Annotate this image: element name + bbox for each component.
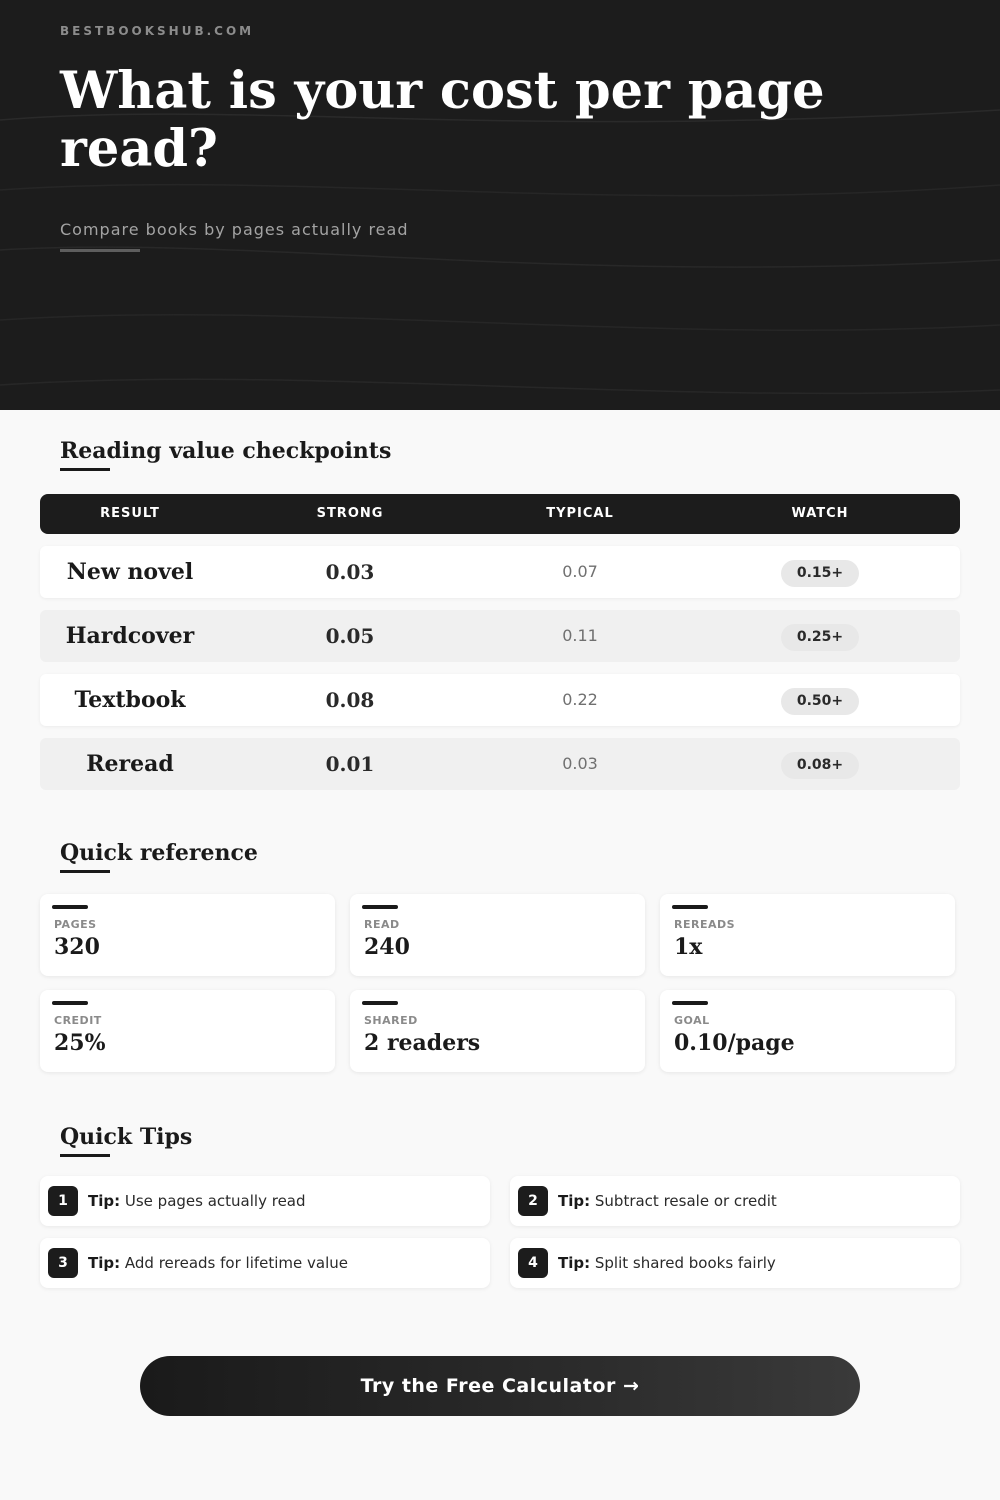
row-strong-value: 0.01 (325, 752, 375, 776)
tip-number-badge: 4 (518, 1248, 548, 1278)
try-calculator-button[interactable]: Try the Free Calculator → (140, 1356, 860, 1416)
tips-title-underline (60, 1154, 110, 1157)
page-subtitle: Compare books by pages actually read (60, 220, 409, 239)
card-label: GOAL (674, 1014, 710, 1027)
page-title: What is your cost per page read? (60, 61, 825, 179)
tip-body: Split shared books fairly (594, 1254, 776, 1272)
column-header-result: RESULT (100, 506, 160, 521)
reference-title-underline (60, 870, 110, 873)
row-strong-value: 0.03 (325, 560, 375, 584)
row-watch-cell (780, 674, 860, 726)
row-result: Hardcover (65, 623, 195, 649)
row-result: New novel (66, 559, 194, 585)
tip-item (510, 1176, 960, 1226)
tips-title: Quick Tips (60, 1124, 193, 1150)
site-brand: BESTBOOKSHUB.COM (60, 24, 255, 38)
checkpoints-title-underline (60, 468, 110, 471)
tip-number-badge: 3 (48, 1248, 78, 1278)
card-accent-bar (52, 905, 88, 909)
column-header-strong: STRONG (316, 506, 384, 521)
watch-badge: 0.15+ (781, 560, 859, 587)
row-strong-value: 0.05 (325, 624, 375, 648)
card-label: PAGES (54, 918, 97, 931)
card-label: CREDIT (54, 1014, 102, 1027)
tip-text (558, 1238, 776, 1288)
reference-card-shared (350, 990, 645, 1072)
watch-badge: 0.25+ (781, 624, 859, 651)
tip-number-badge: 2 (518, 1186, 548, 1216)
card-accent-bar (362, 905, 398, 909)
row-typical-value: 0.03 (562, 754, 598, 773)
reference-card-read (350, 894, 645, 976)
watch-badge: 0.50+ (781, 688, 859, 715)
tip-text (558, 1176, 777, 1226)
card-label: REREADS (674, 918, 736, 931)
column-header-watch: WATCH (791, 506, 849, 521)
table-row (40, 546, 960, 598)
table-row (40, 674, 960, 726)
row-typical-value: 0.22 (562, 690, 598, 709)
row-strong-value: 0.08 (325, 688, 375, 712)
checkpoints-table-header (40, 494, 960, 534)
card-accent-bar (52, 1001, 88, 1005)
tip-prefix: Tip: (88, 1254, 121, 1272)
card-label: SHARED (364, 1014, 418, 1027)
card-value: 25% (54, 1030, 106, 1056)
card-accent-bar (672, 1001, 708, 1005)
card-label: READ (364, 918, 400, 931)
row-result: Textbook (74, 687, 186, 713)
reference-card-credit (40, 990, 335, 1072)
table-row (40, 610, 960, 662)
tip-item (510, 1238, 960, 1288)
tip-text (88, 1176, 306, 1226)
reference-title: Quick reference (60, 840, 258, 866)
row-typical-value: 0.07 (562, 562, 598, 581)
tip-item (40, 1176, 490, 1226)
row-watch-cell (780, 738, 860, 790)
card-accent-bar (362, 1001, 398, 1005)
card-value: 2 readers (364, 1030, 481, 1056)
tip-number-badge: 1 (48, 1186, 78, 1216)
checkpoints-title: Reading value checkpoints (60, 438, 392, 464)
tip-prefix: Tip: (558, 1192, 591, 1210)
card-value: 0.10/page (674, 1030, 795, 1056)
row-typical-value: 0.11 (562, 626, 598, 645)
tip-prefix: Tip: (88, 1192, 121, 1210)
reference-card-pages (40, 894, 335, 976)
tip-body: Subtract resale or credit (594, 1192, 777, 1210)
subtitle-underline (60, 249, 140, 252)
row-watch-cell (780, 610, 860, 662)
tip-body: Use pages actually read (124, 1192, 306, 1210)
tip-item (40, 1238, 490, 1288)
watch-badge: 0.08+ (781, 752, 859, 779)
card-accent-bar (672, 905, 708, 909)
card-value: 240 (364, 934, 410, 960)
reference-card-rereads (660, 894, 955, 976)
table-row (40, 738, 960, 790)
tip-body: Add rereads for lifetime value (124, 1254, 348, 1272)
hero-banner (0, 0, 1000, 410)
column-header-typical: TYPICAL (546, 506, 614, 521)
tip-prefix: Tip: (558, 1254, 591, 1272)
tip-text (88, 1238, 348, 1288)
reference-card-goal (660, 990, 955, 1072)
row-watch-cell (780, 546, 860, 598)
row-result: Reread (86, 751, 174, 777)
card-value: 320 (54, 934, 100, 960)
card-value: 1x (674, 934, 703, 960)
